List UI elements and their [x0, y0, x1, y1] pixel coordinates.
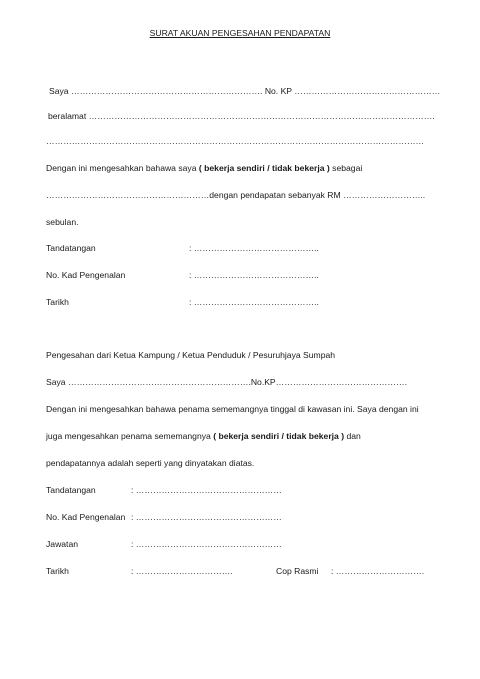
field-value-tandatangan: : …………………………………….. — [189, 243, 319, 253]
endorser-label-jawatan: Jawatan — [46, 539, 79, 549]
endorser-label-no-kad-pengenalan: No. Kad Pengenalan — [46, 512, 126, 522]
cop-rasmi-label: Cop Rasmi — [276, 566, 319, 576]
declaration-prefix: Dengan ini mengesahkan bahawa saya — [46, 163, 199, 173]
endorser-label-tarikh: Tarikh — [46, 566, 69, 576]
endorsement-paragraph-3: pendapatannya adalah seperti yang dinyatakan diatas. — [46, 458, 255, 468]
declaration-suffix: sebagai — [329, 163, 363, 173]
declaration-status-options: ( bekerja sendiri / tidak bekerja ) — [198, 163, 330, 173]
endorser-value-tandatangan: : …………………………………………… — [131, 485, 282, 495]
endorser-saya-no-kp-line: Saya ……………………………………………………….No.KP………………………………………. — [46, 377, 407, 387]
document-title: SURAT AKUAN PENGESAHAN PENDAPATAN — [149, 28, 331, 38]
endorser-value-no-kad-pengenalan: : …………………………………………… — [131, 512, 282, 522]
endorsement-para2-prefix: juga mengesahkan penama sememangnya — [46, 431, 214, 441]
field-label-no-kad-pengenalan: No. Kad Pengenalan — [46, 270, 126, 280]
income-line: …………………………………………………dengan pendapatan sebanyak RM ……………………….. — [46, 190, 426, 200]
endorsement-para2-suffix: dan — [344, 431, 361, 441]
field-label-tarikh: Tarikh — [46, 297, 69, 307]
field-value-tarikh: : …………………………………….. — [189, 297, 319, 307]
endorsement-heading: Pengesahan dari Ketua Kampung / Ketua Penduduk / Pesuruhjaya Sumpah — [46, 350, 336, 360]
declaration-line — [46, 164, 362, 173]
field-label-tandatangan: Tandatangan — [46, 243, 96, 253]
endorser-value-tarikh: : ……………………………. — [131, 566, 233, 576]
saya-no-kp-line: Saya …………………………………………………………. No. KP …………………………………………… — [49, 86, 441, 96]
endorsement-status-options: ( bekerja sendiri / tidak bekerja ) — [213, 431, 345, 441]
endorser-value-jawatan: : …………………………………………… — [131, 539, 282, 549]
field-value-no-kad-pengenalan: : …………………………………….. — [189, 270, 319, 280]
endorsement-paragraph-1: Dengan ini mengesahkan bahawa penama sememangnya tinggal di kawasan ini. Saya dengan ini — [46, 404, 419, 414]
endorsement-paragraph-2 — [46, 432, 361, 441]
sebulan-text: sebulan. — [46, 217, 79, 227]
address-line-2: …………………………………………………………………………………………………………………… — [46, 136, 425, 146]
endorser-label-tandatangan: Tandatangan — [46, 485, 96, 495]
cop-rasmi-value: : …………………………. — [331, 566, 425, 576]
beralamat-line: beralamat …………………………………………………………………………………………………………. — [48, 111, 435, 121]
